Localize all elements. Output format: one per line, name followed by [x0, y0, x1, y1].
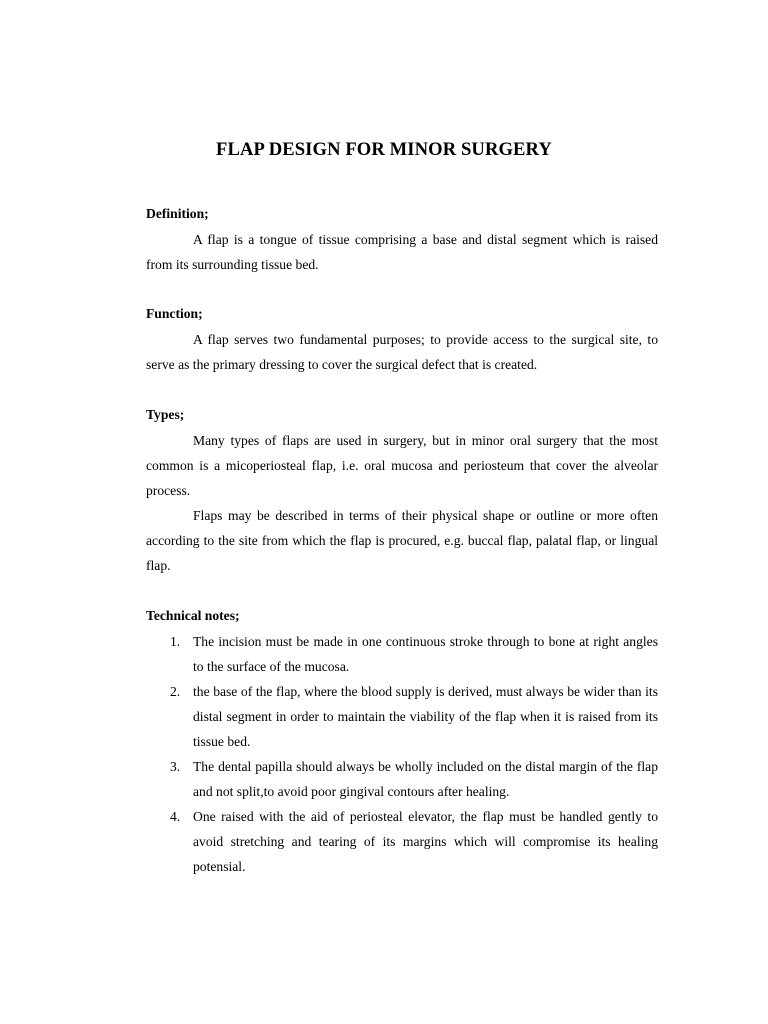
list-item [146, 804, 658, 879]
definition-heading: Definition; [146, 206, 209, 221]
function-heading: Function; [146, 306, 203, 321]
list-item-text: The dental papilla should always be wholly included on the distal margin of the flap and not split,to avoid poor gingival contours after healing. [193, 759, 658, 799]
document-title: FLAP DESIGN FOR MINOR SURGERY [216, 139, 552, 160]
list-item [146, 754, 658, 804]
list-item [146, 629, 658, 679]
definition-paragraph: A flap is a tongue of tissue comprising a base and distal segment which is raised from its surrounding tissue bed. [146, 232, 658, 272]
technical-notes-heading: Technical notes; [146, 608, 240, 623]
list-item-text: One raised with the aid of periosteal elevator, the flap must be handled gently to avoid stretching and tearing of its margins which will compromise its healing potensial. [193, 809, 658, 874]
types-paragraph-1: Many types of flaps are used in surgery, but in minor oral surgery that the most common is a micoperiosteal flap, i.e. oral mucosa and periosteum that cover the alveolar process. [146, 433, 658, 498]
technical-notes-list [146, 629, 658, 879]
list-item-number: 4. [170, 809, 181, 824]
list-item [146, 679, 658, 754]
list-item-number: 2. [170, 684, 181, 699]
list-item-number: 3. [170, 759, 181, 774]
types-heading: Types; [146, 407, 185, 422]
list-item-text: The incision must be made in one continuous stroke through to bone at right angles to the surface of the mucosa. [193, 634, 658, 674]
list-item-number: 1. [170, 634, 181, 649]
types-paragraph-2: Flaps may be described in terms of their physical shape or outline or more often according to the site from which the flap is procured, e.g. buccal flap, palatal flap, or lingual flap. [146, 508, 658, 573]
function-paragraph: A flap serves two fundamental purposes; to provide access to the surgical site, to serve as the primary dressing to cover the surgical defect that is created. [146, 332, 658, 372]
list-item-text: the base of the flap, where the blood supply is derived, must always be wider than its distal segment in order to maintain the viability of the flap when it is raised from its tissue bed. [193, 684, 658, 749]
